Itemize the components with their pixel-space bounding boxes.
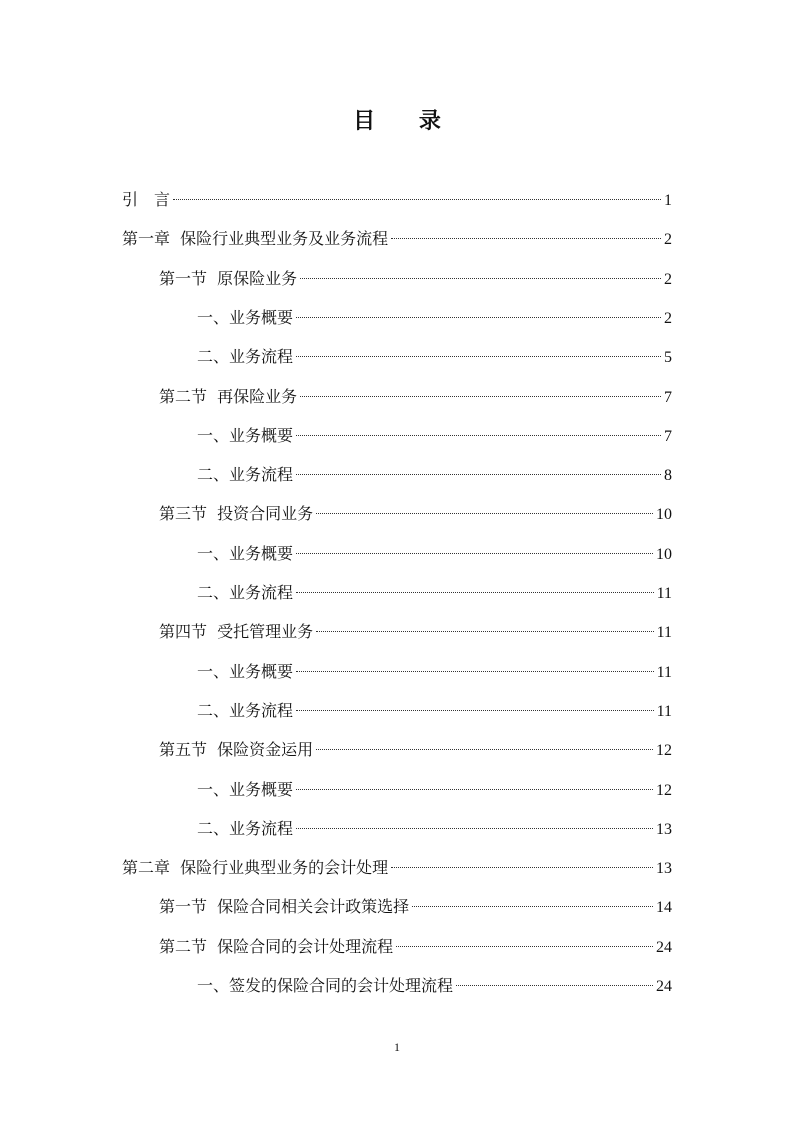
toc-entry[interactable] [159, 499, 672, 529]
toc-entry-page: 11 [656, 624, 672, 642]
toc-entry[interactable] [197, 342, 672, 372]
toc-entry-page: 2 [664, 231, 672, 249]
toc-entry-page: 13 [656, 860, 672, 878]
dot-leader [296, 356, 661, 357]
dot-leader [456, 985, 653, 986]
toc-entry[interactable] [159, 735, 672, 765]
dot-leader [173, 199, 661, 200]
toc-entry-page: 14 [656, 899, 672, 917]
toc-entry-label: 第二章 保险行业典型业务的会计处理 [122, 858, 389, 878]
toc-entry-label: 一、业务概要 [197, 543, 294, 563]
toc-entry-label: 二、业务流程 [197, 700, 294, 720]
toc-entry-label: 一、业务概要 [197, 425, 294, 445]
toc-entry-page: 12 [656, 742, 672, 760]
toc-entry[interactable] [122, 853, 672, 883]
dot-leader [296, 317, 661, 318]
dot-leader [296, 828, 653, 829]
toc-entry-label: 一、业务概要 [197, 779, 294, 799]
toc-entry-page: 24 [656, 978, 672, 995]
toc-entry[interactable] [197, 460, 672, 490]
toc-entry[interactable] [197, 696, 672, 726]
toc-entry[interactable] [197, 775, 672, 805]
toc-entry-label: 一、业务概要 [197, 307, 294, 327]
toc-entry-page: 24 [656, 938, 672, 956]
toc-entry[interactable] [159, 382, 672, 412]
toc-entry[interactable] [159, 932, 672, 962]
toc-entry-label: 第二节 保险合同的会计处理流程 [159, 936, 394, 956]
toc-entry-page: 10 [656, 545, 672, 563]
dot-leader [391, 238, 661, 239]
toc-entry[interactable] [197, 657, 672, 687]
dot-leader [296, 710, 654, 711]
toc-entry-label: 第一章 保险行业典型业务及业务流程 [122, 229, 389, 249]
toc-entry-label: 一、签发的保险合同的会计处理流程 [197, 976, 454, 995]
dot-leader [296, 671, 654, 672]
toc-entry[interactable] [197, 578, 672, 608]
toc-entry-label: 第五节 保险资金运用 [159, 740, 314, 760]
toc-entry-label: 第一节 保险合同相关会计政策选择 [159, 897, 410, 917]
toc-entry[interactable] [122, 224, 672, 254]
toc-entry[interactable] [159, 892, 672, 922]
dot-leader [296, 789, 653, 790]
toc-entry-label: 一、业务概要 [197, 661, 294, 681]
page-title: 目 录 [353, 108, 459, 134]
toc-entry-label: 二、业务流程 [197, 465, 294, 485]
toc-entry-label: 二、业务流程 [197, 583, 294, 602]
toc-entry[interactable] [159, 264, 672, 294]
dot-leader [391, 867, 653, 868]
toc-entry-page: 13 [656, 820, 672, 838]
toc-entry-label: 第一节 原保险业务 [159, 268, 298, 288]
toc-entry-page: 2 [664, 309, 672, 327]
toc-entry[interactable] [197, 421, 672, 451]
toc-entry-label: 二、业务流程 [197, 818, 294, 838]
toc-entry-label: 第三节 投资合同业务 [159, 504, 314, 524]
dot-leader [412, 906, 653, 907]
toc-entry-page: 11 [656, 585, 672, 602]
toc-entry[interactable] [197, 539, 672, 569]
toc-entry[interactable] [197, 814, 672, 844]
dot-leader [316, 631, 653, 632]
dot-leader [396, 946, 653, 947]
toc-entry-page: 10 [656, 506, 672, 524]
dot-leader [296, 592, 654, 593]
dot-leader [316, 513, 653, 514]
toc-entry[interactable] [197, 971, 672, 1001]
toc-entry-page: 7 [664, 427, 672, 445]
toc-entry[interactable] [197, 303, 672, 333]
toc-entry-page: 12 [656, 781, 672, 799]
dot-leader [296, 553, 653, 554]
toc-entry-page: 2 [664, 270, 672, 288]
toc-entry-label: 二、业务流程 [197, 347, 294, 367]
toc-entry-page: 1 [664, 192, 672, 209]
dot-leader [296, 474, 661, 475]
dot-leader [300, 396, 661, 397]
toc-entry-page: 7 [664, 388, 672, 406]
toc-entry-page: 5 [664, 349, 672, 367]
toc-entry[interactable] [159, 617, 672, 647]
toc-entry-label: 引 言 [122, 190, 171, 209]
toc-entry-page: 8 [664, 467, 672, 485]
dot-leader [300, 278, 661, 279]
dot-leader [316, 749, 653, 750]
toc-entry-label: 第四节 受托管理业务 [159, 622, 314, 642]
toc-entry[interactable] [122, 185, 672, 215]
page-number: 1 [394, 1040, 400, 1054]
toc-entry-label: 第二节 再保险业务 [159, 386, 298, 406]
toc-entry-page: 11 [656, 702, 672, 720]
toc-entry-page: 11 [656, 663, 672, 681]
dot-leader [296, 435, 661, 436]
